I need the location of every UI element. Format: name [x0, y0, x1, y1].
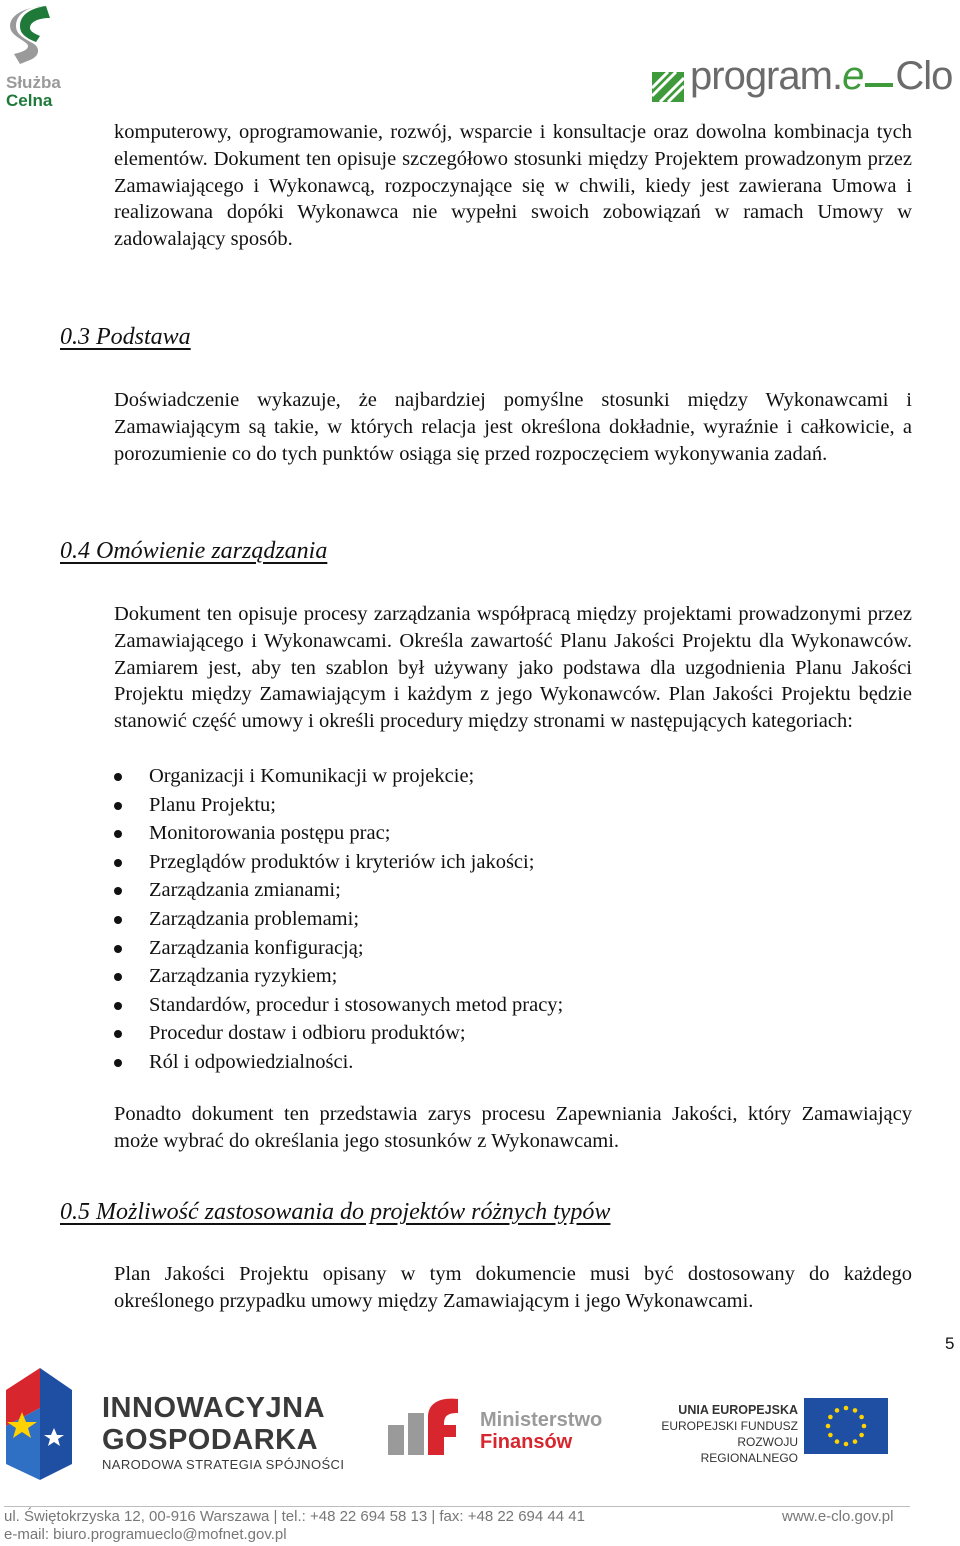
section-heading-0-4: 0.4 Omówienie zarządzania — [60, 538, 328, 564]
innowacyjna-gospodarka-logo — [0, 1368, 352, 1480]
paragraph-0-4: Dokument ten opisuje procesy zarządzania współpracą między projektami prowadzonymi przez Zamawiającego i Wykonawcami. Określa zawartość Planu Jakości Projektu dla Wykonawców. Zamiarem jest, aby ten szablon był używany jako podstawa dla uzgodnienia Planu Jakości Projektu między Zamawiającym i każdym z jego Wykonawców. Plan Jakości Projektu będzie stanowić część umowy i określi procedury między stronami w następujących kategoriach: — [114, 603, 912, 733]
section-heading-0-3: 0.3 Podstawa — [60, 324, 191, 350]
unia-europejska-logo — [640, 1398, 890, 1465]
list-item — [114, 1019, 874, 1048]
ministerstwo-finansow-emblem-icon — [388, 1395, 468, 1455]
list-item-text: Procedur dostaw i odbioru produktów; — [149, 1022, 466, 1045]
list-item-text: Zarządzania ryzykiem; — [149, 965, 338, 988]
program-e-clo-logo — [652, 44, 953, 108]
bullet-icon — [114, 887, 122, 895]
list-item-text: Planu Projektu; — [149, 793, 276, 816]
bullet-icon — [114, 1002, 122, 1010]
bullet-icon — [114, 973, 122, 981]
bullet-icon — [114, 830, 122, 838]
categories-list — [114, 762, 874, 1077]
ig-subtitle: NARODOWA STRATEGIA SPÓJNOŚCI — [102, 1457, 345, 1472]
list-item-text: Przeglądów produktów i kryteriów ich jakości; — [149, 850, 535, 873]
list-item — [114, 905, 874, 934]
list-item-text: Zarządzania problemami; — [149, 907, 360, 930]
list-item — [114, 848, 874, 877]
paragraph-after-list: Ponadto dokument ten przedstawia zarys procesu Zapewniania Jakości, który Zamawiający może wybrać do określania jego stosunków z Wykonawcami. — [114, 1103, 912, 1152]
list-item — [114, 819, 874, 848]
list-item-text: Organizacji i Komunikacji w projekcie; — [149, 765, 475, 787]
list-item-text: Ról i odpowiedzialności. — [149, 1050, 354, 1073]
bullet-icon — [114, 859, 122, 867]
list-item-text: Standardów, procedur i stosowanych metod pracy; — [149, 993, 564, 1016]
sluzba-celna-emblem-icon — [6, 2, 52, 68]
list-item — [114, 1048, 874, 1077]
bullet-icon — [114, 773, 122, 781]
innowacyjna-gospodarka-emblem-icon — [0, 1368, 78, 1480]
bullet-icon — [114, 945, 122, 953]
bullet-icon — [114, 802, 122, 810]
bullet-icon — [114, 1030, 122, 1038]
list-item — [114, 876, 874, 905]
mf-text-line1: Ministerstwo — [480, 1409, 603, 1431]
ue-text-line2: EUROPEJSKI FUNDUSZ — [661, 1419, 798, 1433]
bullet-icon — [114, 1059, 122, 1067]
logo-underscore — [865, 83, 893, 87]
page-number: 5 — [945, 1334, 955, 1353]
list-item — [114, 791, 874, 820]
paragraph-0-3: Doświadczenie wykazuje, że najbardziej pomyślne stosunki między Wykonawcami i Zamawiającym są takie, w których relacja jest określona dokładnie, wyraźnie i całkowicie, a porozumienie co do tych punktów osiąga się przed rozpoczęciem wykonywania zadań. — [114, 389, 912, 465]
logo-text-line2: Celna — [6, 91, 53, 110]
footer-address: ul. Świętokrzyska 12, 00-916 Warszawa | tel.: +48 22 694 58 13 | fax: +48 22 694 44 41 — [4, 1508, 585, 1525]
list-item — [114, 991, 874, 1020]
list-item — [114, 962, 874, 991]
program-e-clo-mark-icon — [652, 72, 684, 102]
mf-text-line2: Finansów — [480, 1431, 573, 1453]
ministerstwo-finansow-logo — [388, 1395, 608, 1457]
logo-program-text: program. — [690, 54, 843, 98]
ue-text-line1: UNIA EUROPEJSKA — [678, 1403, 798, 1417]
list-item-text: Zarządzania zmianami; — [149, 879, 341, 902]
bullet-icon — [114, 916, 122, 924]
ig-title-line2: GOSPODARKA — [102, 1424, 319, 1456]
eu-flag-icon — [804, 1398, 888, 1454]
logo-clo-text: Clo — [895, 54, 953, 98]
ue-text-line3: ROZWOJU REGIONALNEGO — [700, 1435, 798, 1465]
list-item-text: Monitorowania postępu prac; — [149, 822, 391, 845]
logo-e-text: e — [842, 54, 864, 98]
paragraph-0-5: Plan Jakości Projektu opisany w tym dokumencie musi być dostosowany do każdego określonego przypadku umowy między Zamawiającym i jego Wykonawcami. — [114, 1263, 912, 1312]
paragraph-intro: komputerowy, oprogramowanie, rozwój, wsparcie i konsultacje oraz dowolna kombinacja tych elementów. Dokument ten opisuje szczegółowo stosunki między Projektem prowadzonym przez Zamawiającego i Wykonawcą, rozpoczynające się w chwili, kiedy jest zawierana Umowa i realizowana dopóki Wykonawca nie wypełni swoich zobowiązań w ramach Umowy w zadowalający sposób. — [114, 121, 912, 251]
logo-text-line1: Służba — [6, 73, 61, 92]
sluzba-celna-logo — [2, 0, 72, 115]
footer-website-link[interactable]: www.e-clo.gov.pl — [782, 1508, 894, 1525]
list-item-text: Zarządzania konfiguracją; — [149, 936, 364, 959]
section-heading-0-5: 0.5 Możliwość zastosowania do projektów różnych typów — [60, 1199, 611, 1225]
footer-divider — [4, 1506, 910, 1507]
footer-email: e-mail: biuro.programueclo@mofnet.gov.pl — [4, 1526, 287, 1543]
ig-title-line1: INNOWACYJNA — [102, 1392, 326, 1424]
list-item — [114, 934, 874, 963]
list-item — [114, 762, 874, 791]
